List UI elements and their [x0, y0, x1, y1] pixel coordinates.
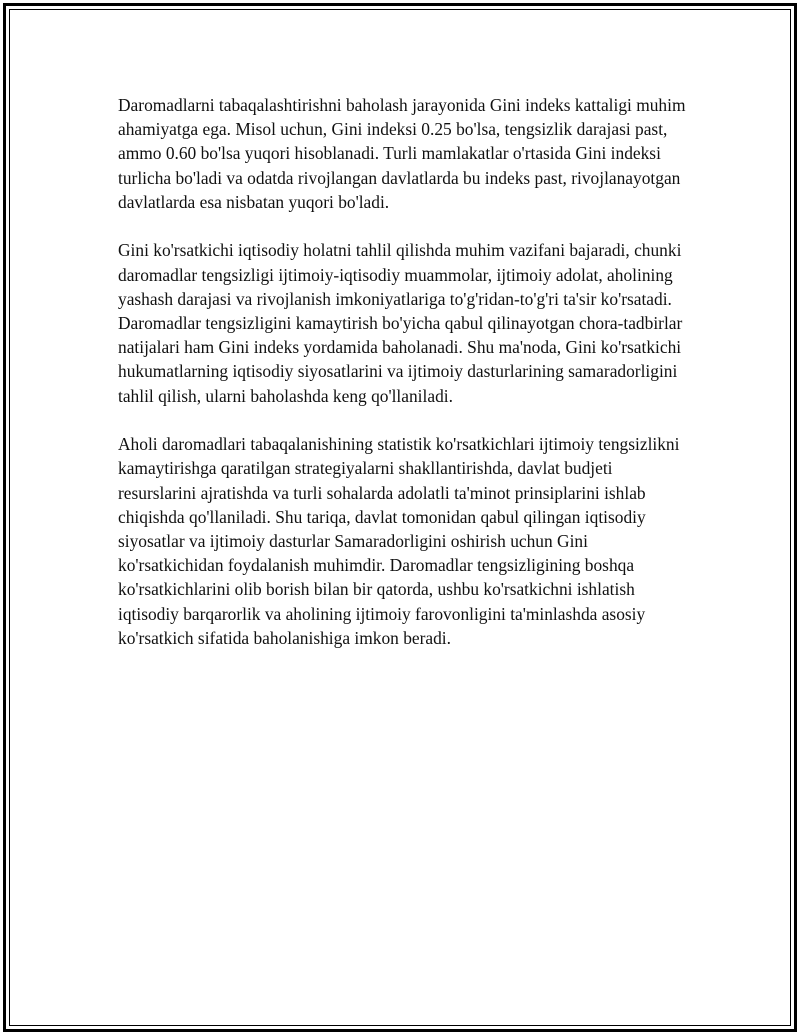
paragraph-2: Gini ko'rsatkichi iqtisodiy holatni tahlil qilishda muhim vazifani bajaradi, chunki daromadlar tengsizligi ijtimoiy-iqtisodiy muammolar, ijtimoiy adolat, aholining yashash darajasi va rivojlanish imkoniyatlariga to'g'ridan-to'g'ri ta'sir ko'rsatadi. Daromadlar tengsizligini kamaytirish bo'yicha qabul qilinayotgan chora-tadbirlar natijalari ham Gini indeks yordamida baholanadi. Shu ma'noda, Gini ko'rsatkichi hukumatlarning iqtisodiy siyosatlarini va ijtimoiy dasturlarining samaradorligini tahlil qilish, ularni baholashda keng qo'llaniladi. [118, 240, 683, 406]
document-body [118, 93, 690, 674]
paragraph-3: Aholi daromadlari tabaqalanishining statistik ko'rsatkichlari ijtimoiy tengsizlikni kamaytirishga qaratilgan strategiyalarni shakllantirishda, davlat budjeti resurslarini ajratishda va turli sohalarda adolatli ta'minot prinsiplarini ishlab chiqishda qo'llaniladi. Shu tariqa, davlat tomonidan qabul qilingan iqtisodiy siyosatlar va ijtimoiy dasturlar Samaradorligini oshirish uchun Gini ko'rsatkichidan foydalanish muhimdir. Daromadlar tengsizligining boshqa ko'rsatkichlarini olib borish bilan bir qatorda, ushbu ko'rsatkichni ishlatish iqtisodiy barqarorlik va aholining ijtimoiy farovonligini ta'minlashda asosiy ko'rsatkich sifatida baholanishiga imkon beradi. [118, 434, 680, 648]
paragraph-1: Daromadlarni tabaqalashtirishni baholash jarayonida Gini indeks kattaligi muhim ahamiyatga ega. Misol uchun, Gini indeksi 0.25 bo'lsa, tengsizlik darajasi past, ammo 0.60 bo'lsa yuqori hisoblanadi. Turli mamlakatlar o'rtasida Gini indeksi turlicha bo'ladi va odatda rivojlangan davlatlarda bu indeks past, rivojlanayotgan davlatlarda esa nisbatan yuqori bo'ladi. [118, 95, 686, 212]
